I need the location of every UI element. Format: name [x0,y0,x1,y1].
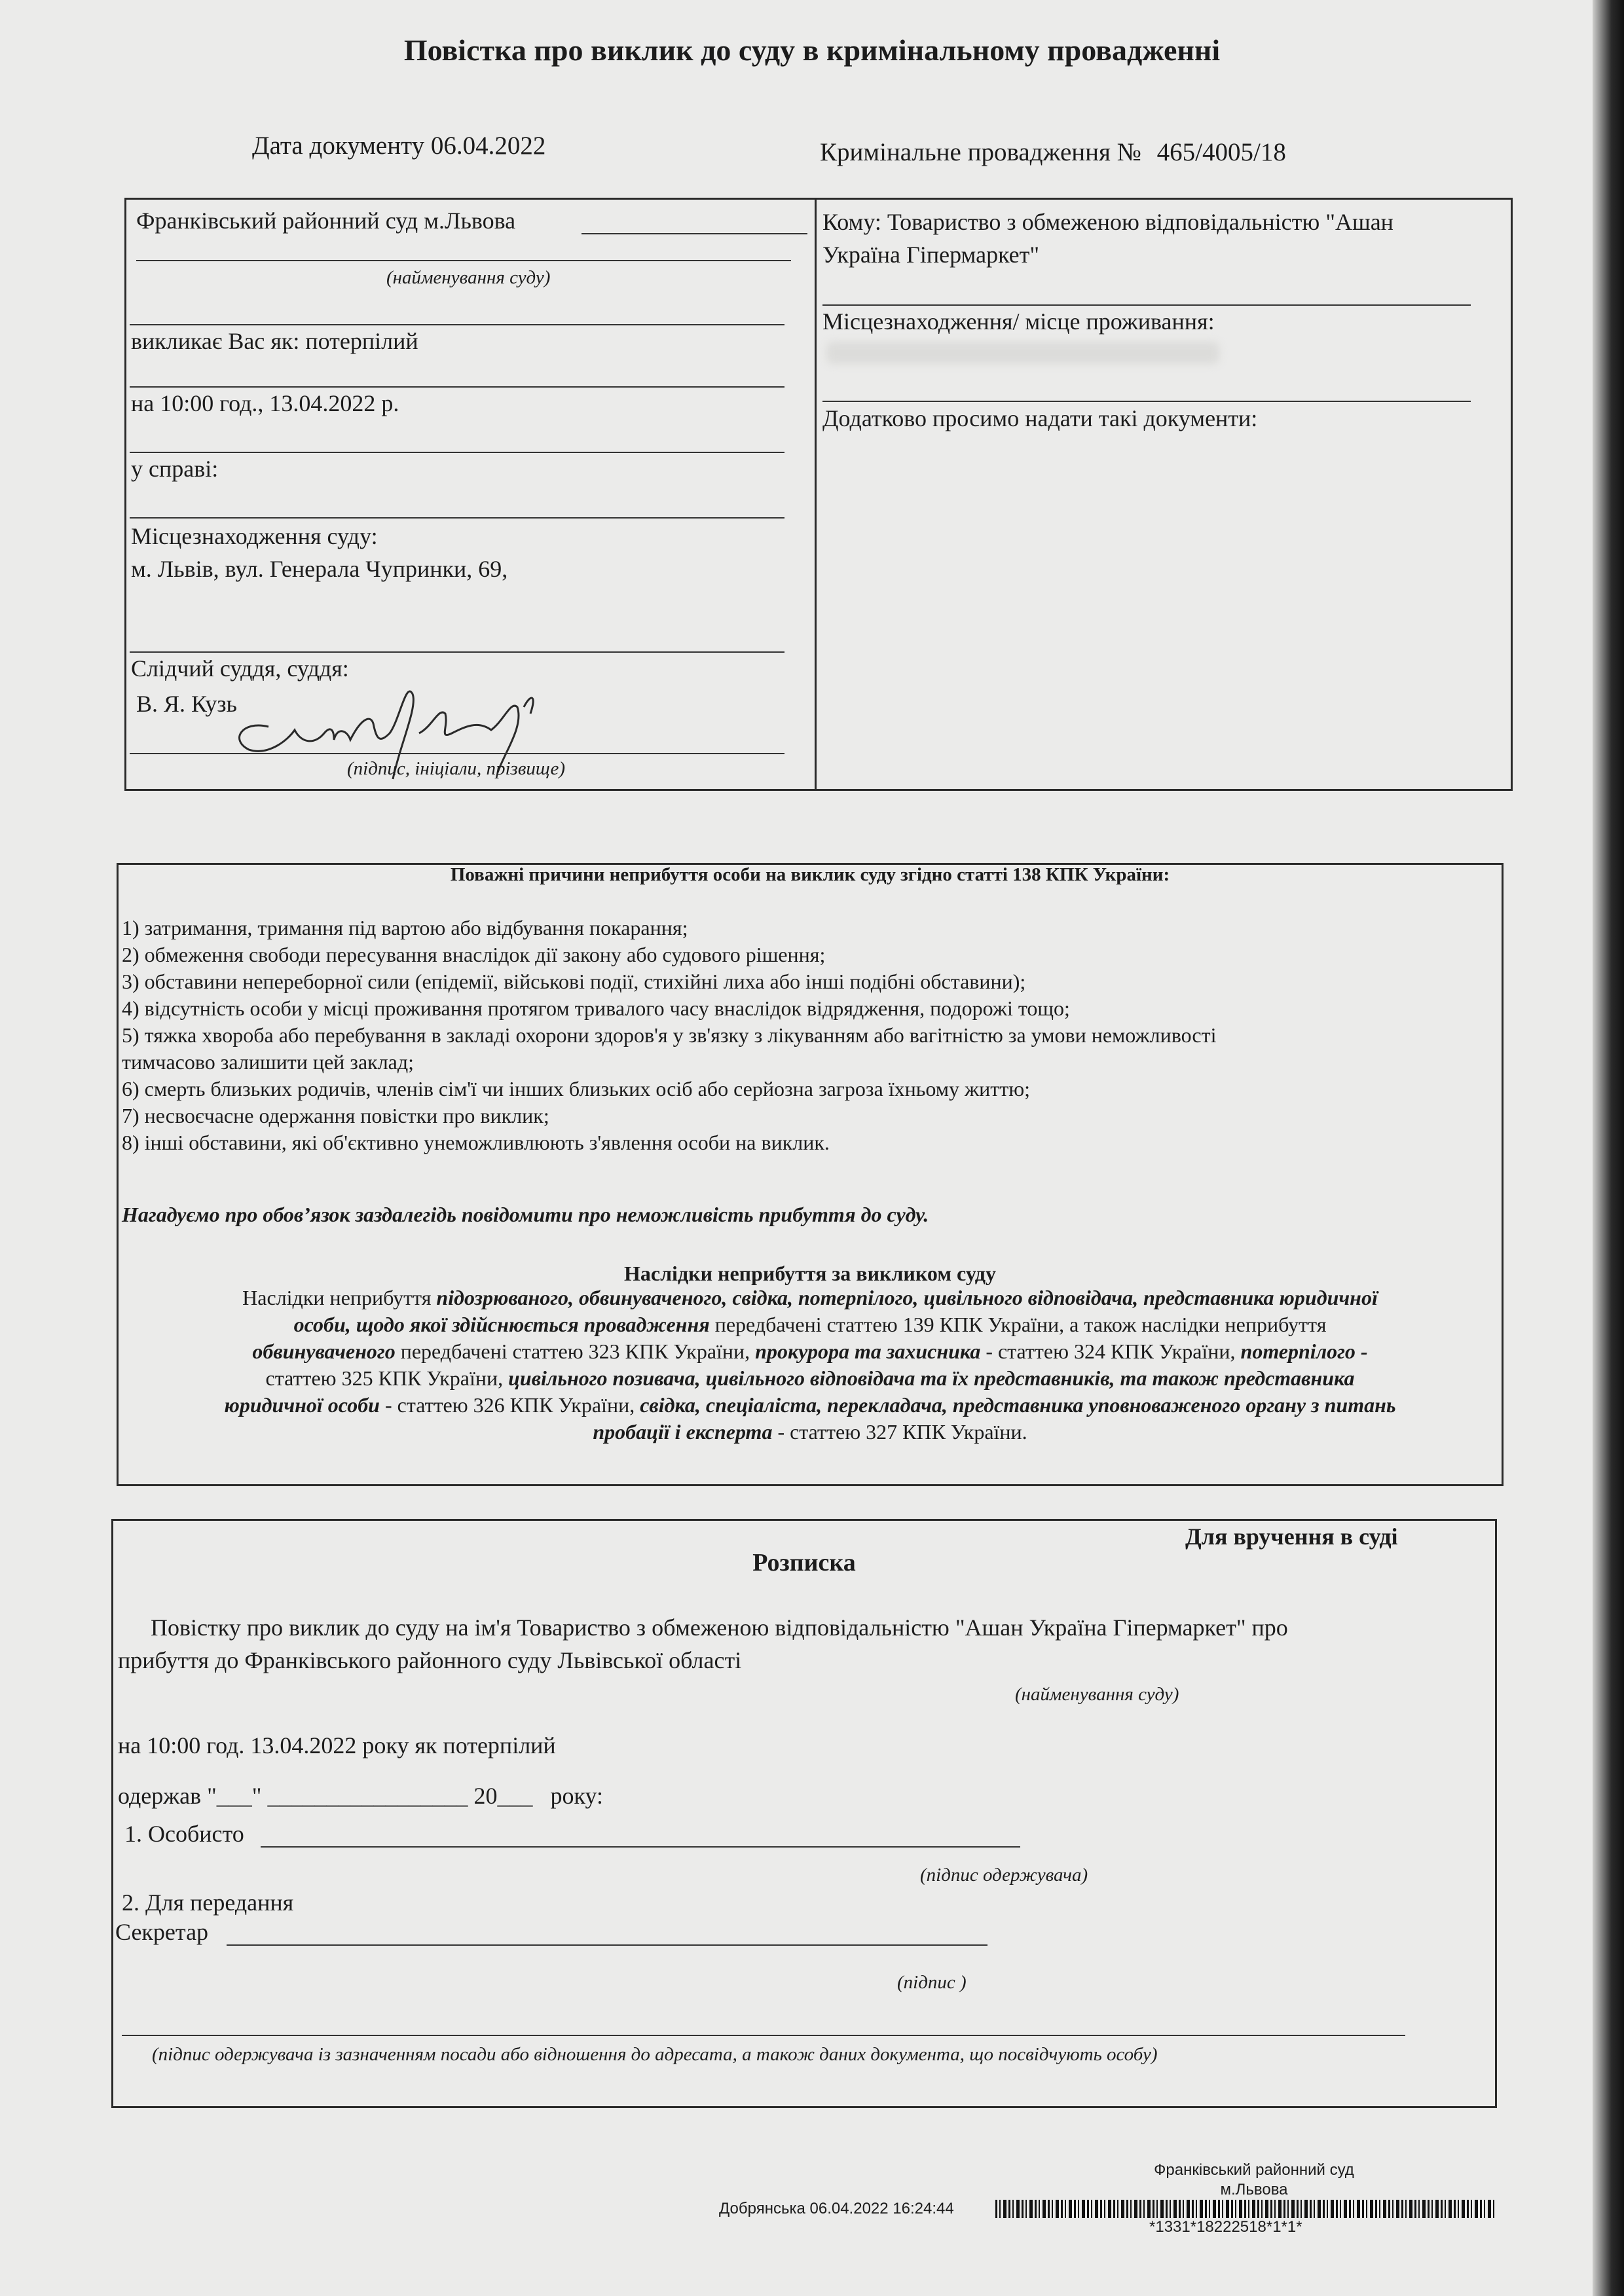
recipient-line-1: Кому: Товариство з обмеженою відповідальністю "Ашан [822,209,1393,235]
judge-name: В. Я. Кузь [136,691,237,717]
court-stamp [1107,2160,1401,2200]
extra-documents-label: Додатково просимо надати такі документи: [822,405,1258,431]
clerk-timestamp: Добрянська 06.04.2022 16:24:44 [719,2200,954,2217]
secretary-signature-caption: (підпис ) [897,1972,967,1993]
rule-4 [130,517,784,519]
document-title: Повістка про виклик до суду в кримінальному провадженні [403,33,1221,67]
for-court-label: Для вручення в суді [1185,1523,1398,1550]
receipt-line-2: прибуття до Франківського районного суду Львівської області [118,1647,742,1673]
reason-item: 1) затримання, тримання під вартою або відбування покарання; [122,916,688,939]
consequences-text: Наслідки неприбуття підозрюваного, обвинуваченого, свідка, потерпілого, цивільного відповідача, представника юридичної особи, щодо якої здійснюється провадження передбачені статтею 139 КПК України, а також наслідки неприбуття обвинуваченого передбачені статтею 323 КПК України, прокурора та захисника - статтею 324 КПК України, потерпілого - статтею 325 КПК України, цивільного позивача, цивільного відповідача та їх представників, та також представника юридичної особи - статтею 326 КПК України, свідка, спеціаліста, перекладача, представника уповноваженого органу з питань пробації і експерта - статтею 327 КПК України. [224,1286,1396,1444]
reason-item: тимчасово залишити цей заклад; [122,1050,415,1074]
location-rule [822,401,1471,402]
reason-item: 3) обставини непереборної сили (епідемії, військові події, стихійні лиха або інші подібні обставини); [122,970,1026,993]
recipient-signature-caption: (підпис одержувача) [920,1865,1088,1886]
column-divider [815,198,817,791]
summons-as: викликає Вас як: потерпілий [131,328,418,354]
reminder-text: Нагадуємо про обов’язок заздалегідь повідомити про неможливість прибуття до суду. [122,1203,929,1226]
stamp-court-name: Франківський районний суд [1154,2161,1354,2179]
reason-item: 8) інші обставини, які об'єктивно унеможливлюють з'явлення особи на виклик. [122,1131,830,1154]
receipt-title: Розписка [752,1549,856,1576]
case-number: 465/4005/18 [1156,138,1286,166]
court-caption: (найменування суду) [386,267,551,288]
receipt-footer-rule [122,2035,1405,2036]
received-date-line: одержав "___" _________________ 20___ року: [118,1783,604,1809]
reasons-title: Поважні причини неприбуття особи на виклик суду згідно статті 138 КПК України: [450,864,1170,885]
case-label: Кримінальне провадження № [820,138,1141,166]
reasons-list [122,915,1497,1156]
scan-edge [1593,0,1624,2296]
recipient-line-2: Україна Гіпермаркет" [822,242,1040,268]
in-case-label: у справі: [131,456,219,482]
receipt-line-3: на 10:00 год. 13.04.2022 року як потерпілий [118,1732,556,1758]
barcode-code: *1331*18222518*1*1* [1149,2218,1302,2236]
rule-1 [130,324,784,325]
hearing-datetime: на 10:00 год., 13.04.2022 р. [131,390,399,416]
case-number-line [820,137,1286,167]
reason-item: 7) несвоєчасне одержання повістки про виклик; [122,1104,549,1127]
signature-caption: (підпис, ініціали, прізвище) [347,758,566,779]
court-location-label: Місцезнаходження суду: [131,523,378,549]
rule-2 [130,386,784,388]
reason-item: 2) обмеження свободи пересування внаслідок дії закону або судового рішення; [122,943,826,966]
barcode [995,2200,1494,2218]
secretary-label: Секретар [115,1919,209,1945]
secretary-rule [227,1944,987,1946]
transfer-label: 2. Для передання [122,1889,294,1916]
consequences-title: Наслідки неприбуття за викликом суду [624,1262,996,1285]
recipient-rule [822,304,1471,306]
reason-item: 4) відсутність особи у місці проживання протягом тривалого часу внаслідок відрядження, подорожі тощо; [122,996,1070,1020]
personally-label: 1. Особисто [124,1821,244,1847]
receipt-footer-caption: (підпис одержувача із зазначенням посади або відношення до адресата, а також даних документа, що посвідчують особу) [152,2044,1158,2065]
document-date: Дата документу 06.04.2022 [252,132,546,160]
reason-item: 6) смерть близьких родичів, членів сім'ї чи інших близьких осіб або серйозна загроза їхньому життю; [122,1077,1031,1101]
stamp-city: м.Львова [1220,2181,1288,2198]
reason-item: 5) тяжка хвороба або перебування в закладі охорони здоров'я у зв'язку з лікуванням або вагітністю за умови неможливості [122,1023,1217,1047]
receipt-court-caption: (найменування суду) [1015,1684,1179,1705]
receipt-line-1: Повістку про виклик до суду на ім'я Товариство з обмеженою відповідальністю "Ашан Україна Гіпермаркет" про [151,1614,1288,1641]
court-name-rule [581,233,807,234]
court-location-value: м. Львів, вул. Генерала Чупринки, 69, [131,556,508,582]
receipt-box [111,1519,1497,2108]
redacted-address [826,342,1219,364]
rule-3 [130,452,784,453]
judge-label: Слідчий суддя, суддя: [131,655,349,682]
court-name-rule-2 [136,260,791,261]
recipient-location-label: Місцезнаходження/ місце проживання: [822,308,1215,335]
court-name: Франківський районний суд м.Львова [136,208,516,234]
rule-5 [130,651,784,653]
signature-rule [130,753,784,754]
personally-rule [261,1846,1020,1848]
